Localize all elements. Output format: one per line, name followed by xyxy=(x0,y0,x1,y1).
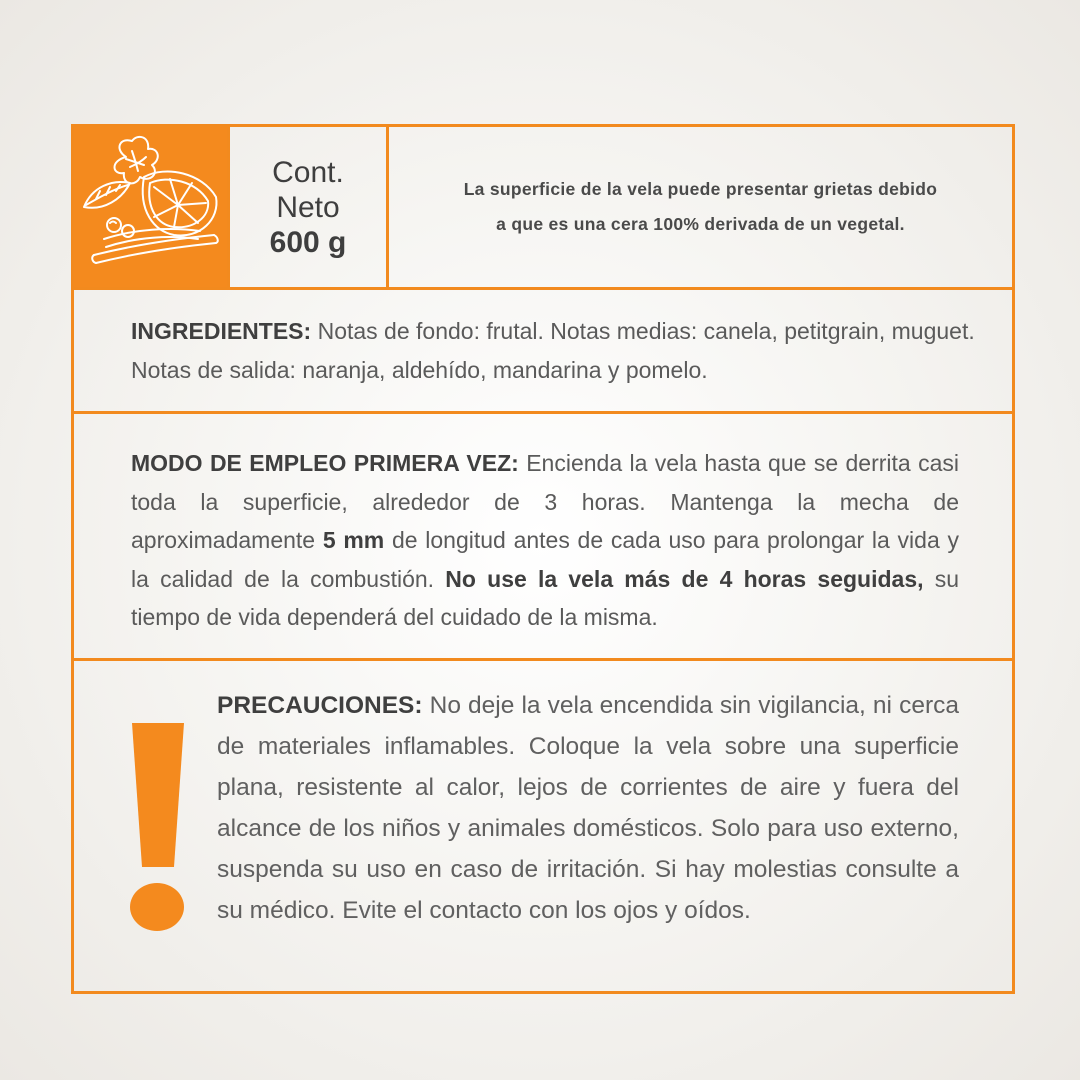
usage-row xyxy=(74,411,1012,658)
wax-note xyxy=(389,127,1012,287)
product-label xyxy=(71,124,1015,994)
precautions-label: PRECAUCIONES: xyxy=(217,692,423,719)
net-content-label-line2: Neto xyxy=(276,190,340,224)
usage-text-1: Encienda la vela hasta que se derrita casi toda la superficie, alrededor de 3 horas. Mantenga la mecha de aproximadamente xyxy=(131,450,960,553)
usage-text-3: su tiempo de vida dependerá del cuidado de la misma. xyxy=(131,565,959,630)
logo-cell xyxy=(74,127,227,287)
usage-paragraph xyxy=(131,444,959,637)
precautions-paragraph xyxy=(217,685,959,931)
label-header-row xyxy=(74,127,1012,287)
ingredients-label: INGREDIENTES: xyxy=(131,318,312,344)
precautions-text: No deje la vela encendida sin vigilancia, ni cerca de materiales inflamables. Coloque la vela sobre una superficie plana, resistente al calor, lejos de corrientes de aire y fuera del alcance de los niños y animales domésticos. Solo para uso externo, suspenda su uso en caso de irritación. Si hay molestias consulte a su médico. Evite el contacto con los ojos y oídos. xyxy=(217,692,959,924)
fruit-illustration-icon xyxy=(74,127,227,287)
net-content-cell xyxy=(227,127,389,287)
ingredients-row xyxy=(74,287,1012,411)
precautions-row xyxy=(74,658,1012,991)
net-content-value: 600 g xyxy=(269,225,347,259)
exclamation-icon xyxy=(126,721,188,933)
usage-text-2: de longitud antes de cada uso para prolongar la vida y la calidad de la combustión. xyxy=(131,527,959,592)
ingredients-text: Notas de fondo: frutal. Notas medias: canela, petitgrain, muguet. Notas de salida: naranja, aldehído, mandarina y pomelo. xyxy=(131,318,975,383)
usage-label: MODO DE EMPLEO PRIMERA VEZ: xyxy=(131,450,519,476)
wax-note-line1: La superficie de la vela puede presentar grietas debido xyxy=(463,179,938,199)
net-content-label-line1: Cont. xyxy=(272,155,344,189)
usage-bold-1: 5 mm xyxy=(322,527,385,553)
wax-note-line2: a que es una cera 100% derivada de un vegetal. xyxy=(496,214,905,234)
usage-bold-2: No use la vela más de 4 horas seguidas, xyxy=(445,565,924,592)
ingredients-paragraph xyxy=(131,312,981,389)
